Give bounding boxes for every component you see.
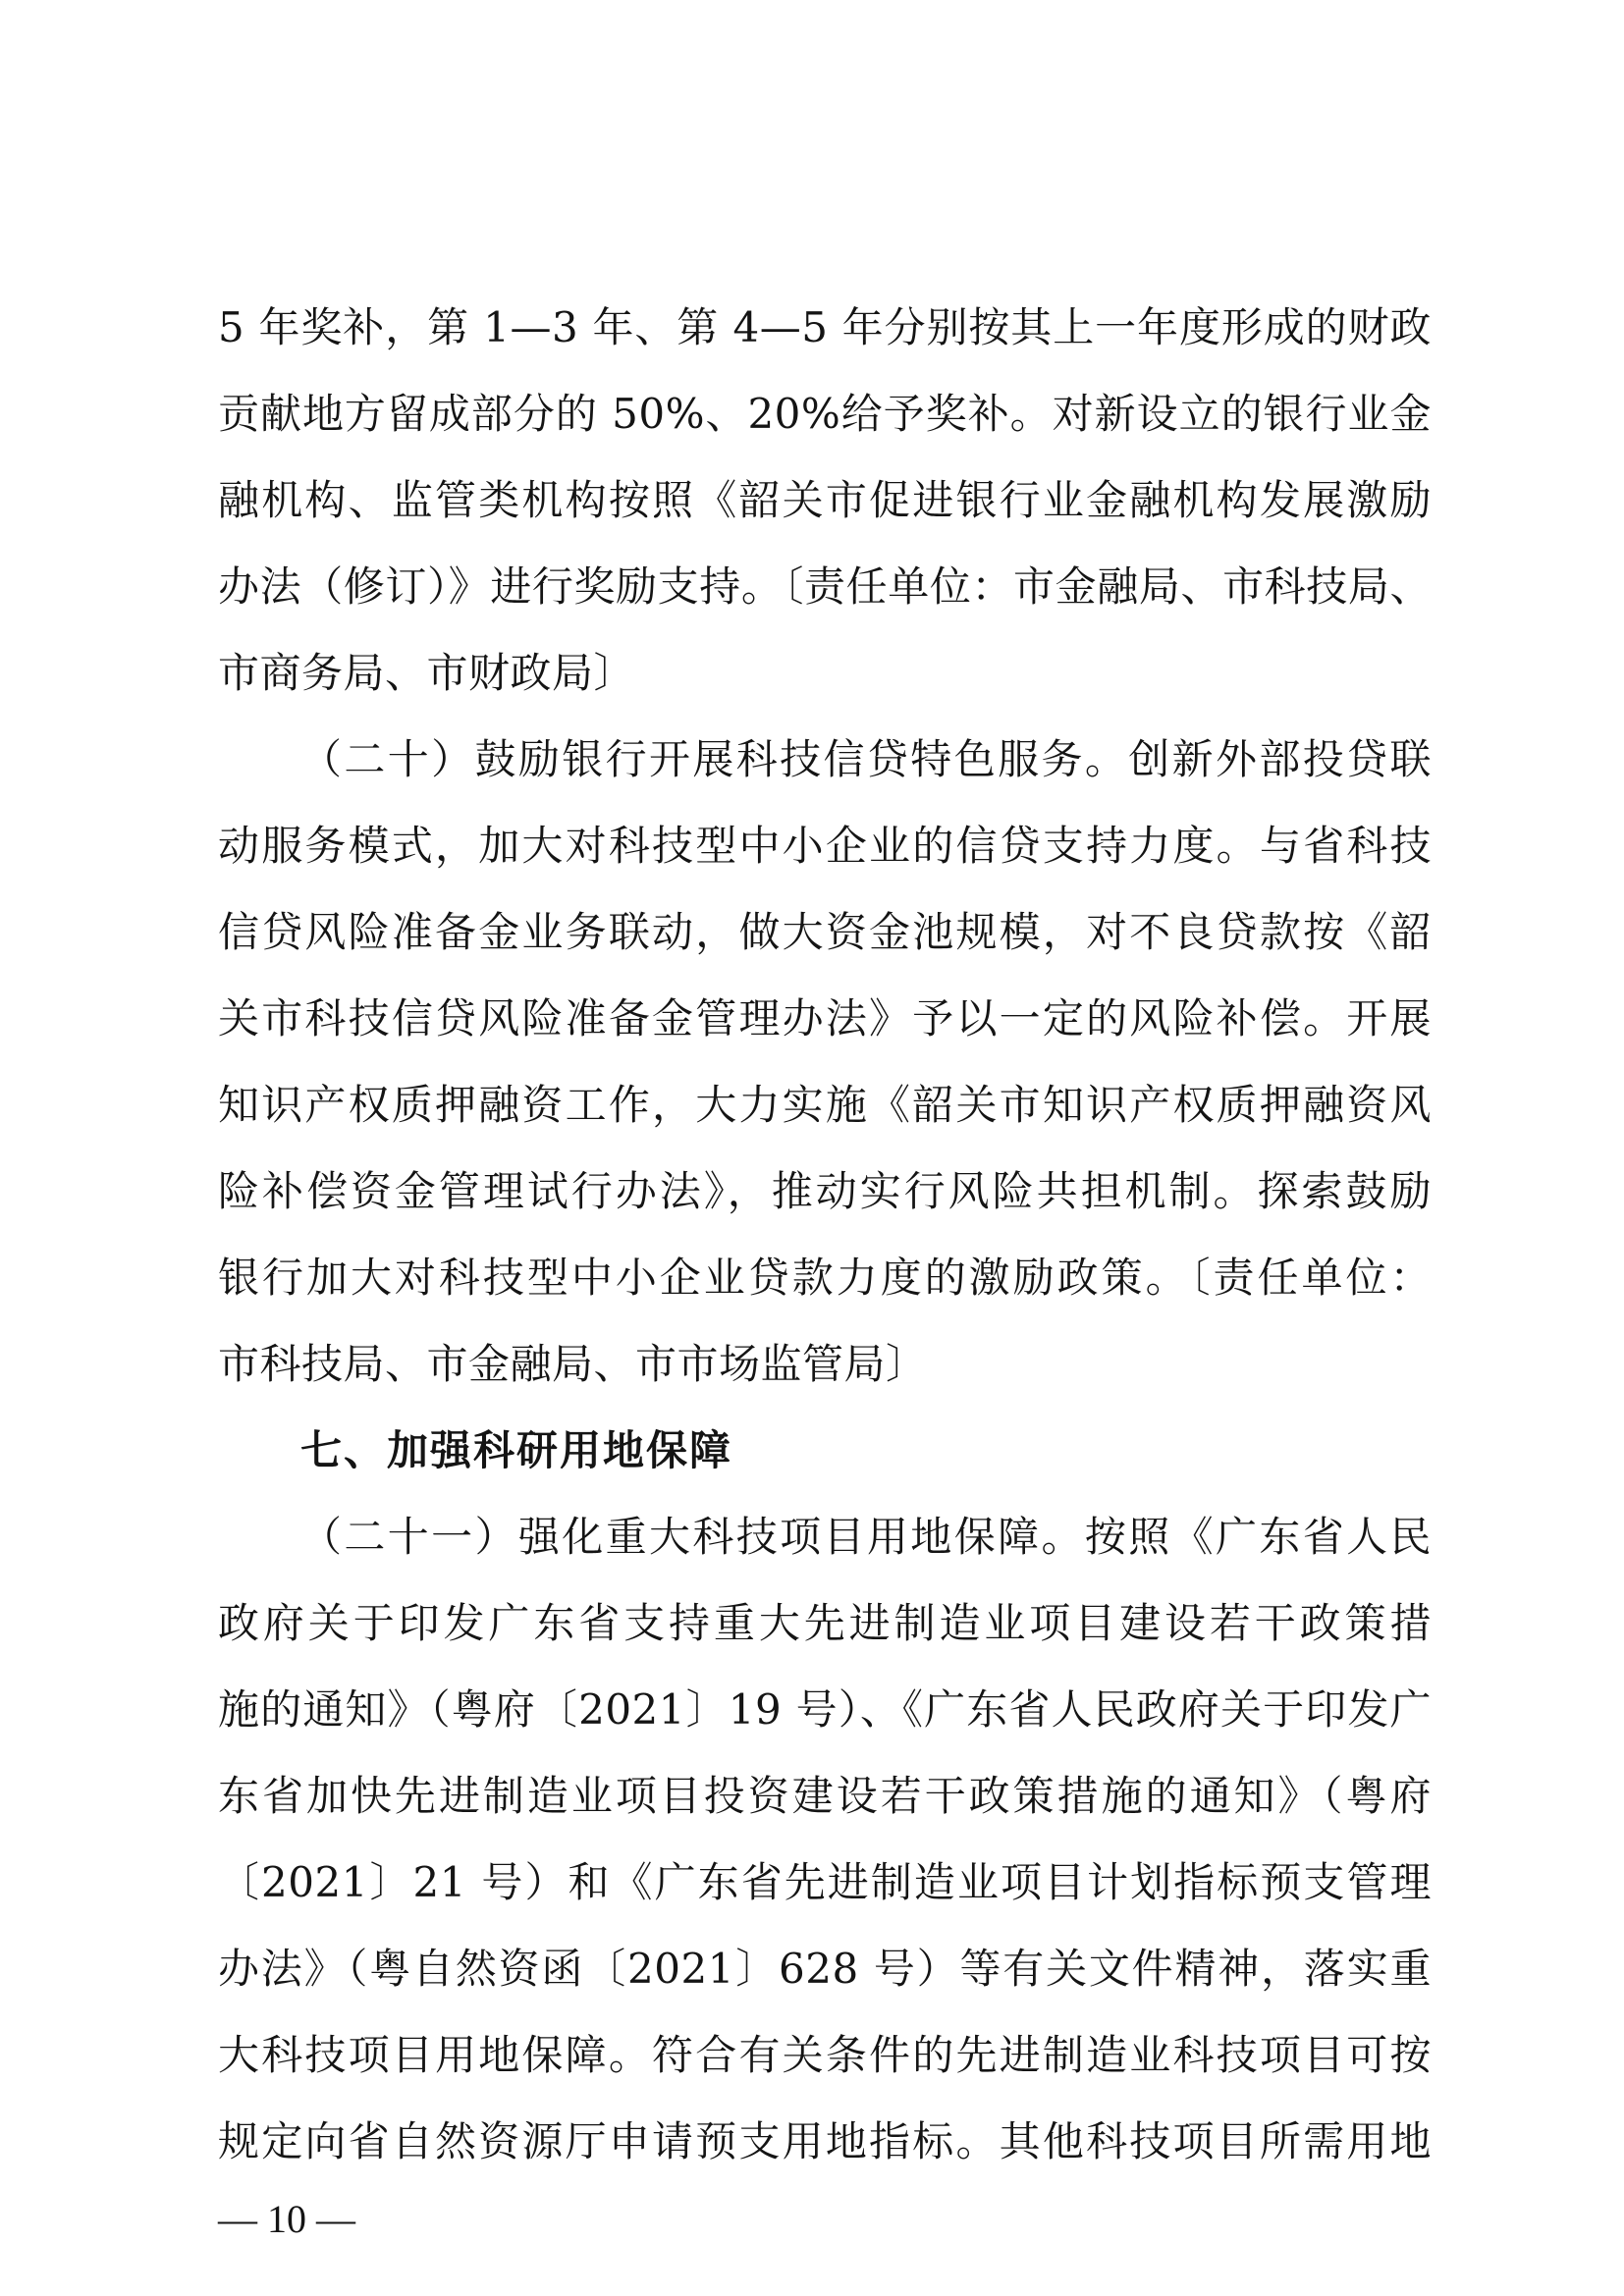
paragraph-line: 〔2021〕21 号）和《广东省先进制造业项目计划指标预支管理 [218,1858,1432,1906]
paragraph-line: 市科技局、市金融局、市市场监管局〕 [218,1340,928,1388]
paragraph-line: 贡献地方留成部分的 50%、20%给予奖补。对新设立的银行业金 [218,390,1432,438]
paragraph-line: 险补偿资金管理试行办法》，推动实行风险共担机制。探索鼓励 [218,1167,1432,1215]
paragraph-line: （二十）鼓励银行开展科技信贷特色服务。创新外部投贷联 [300,735,1432,783]
paragraph-line: 东省加快先进制造业项目投资建设若干政策措施的通知》（粤府 [218,1772,1432,1820]
paragraph-line: 市商务局、市财政局〕 [218,649,636,697]
paragraph-line: 5 年奖补，第 1—3 年、第 4—5 年分别按其上一年度形成的财政 [218,303,1432,351]
paragraph-line: 关市科技信贷风险准备金管理办法》予以一定的风险补偿。开展 [218,994,1432,1042]
paragraph-line: 大科技项目用地保障。符合有关条件的先进制造业科技项目可按 [218,2031,1432,2079]
paragraph-line: 办法（修订）》进行奖励支持。〔责任单位：市金融局、市科技局、 [218,562,1432,611]
paragraph-line: 政府关于印发广东省支持重大先进制造业项目建设若干政策措 [218,1599,1432,1647]
paragraph-line: 融机构、监管类机构按照《韶关市促进银行业金融机构发展激励 [218,476,1432,524]
paragraph-line: 办法》（粤自然资函〔2021〕628 号）等有关文件精神，落实重 [218,1945,1432,1993]
paragraph-line: 知识产权质押融资工作，大力实施《韶关市知识产权质押融资风 [218,1081,1432,1129]
section-heading: 七、加强科研用地保障 [300,1426,733,1474]
paragraph-line: 银行加大对科技型中小企业贷款力度的激励政策。〔责任单位： [218,1254,1432,1302]
paragraph-line: （二十一）强化重大科技项目用地保障。按照《广东省人民 [300,1513,1432,1561]
paragraph-line: 规定向省自然资源厅申请预支用地指标。其他科技项目所需用地 [218,2117,1432,2165]
page-number: — 10 — [218,2197,355,2241]
paragraph-line: 施的通知》（粤府〔2021〕19 号）、《广东省人民政府关于印发广 [218,1685,1432,1734]
paragraph-line: 动服务模式，加大对科技型中小企业的信贷支持力度。与省科技 [218,822,1432,870]
paragraph-line: 信贷风险准备金业务联动，做大资金池规模，对不良贷款按《韶 [218,908,1432,956]
